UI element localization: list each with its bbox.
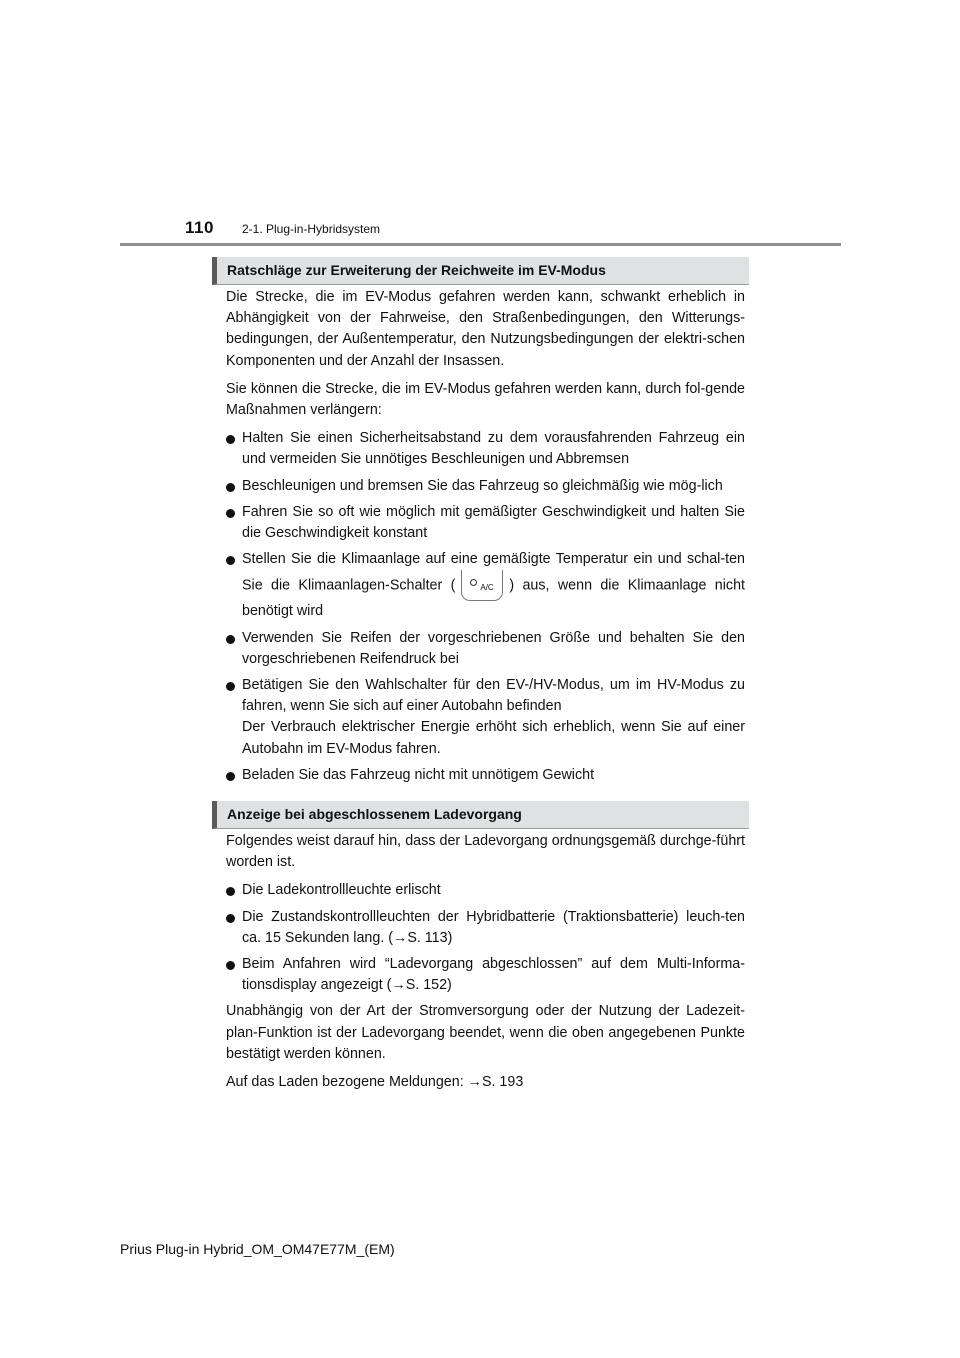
bullet-icon bbox=[226, 556, 235, 565]
list-item-text: Halten Sie einen Sicherheitsabstand zu dem vorausfahrenden Fahrzeug ein und vermeiden Sie unnötiges Beschleunigen und Abbremsen bbox=[242, 430, 745, 468]
heading-text: Ratschläge zur Erweiterung der Reichweite im EV-Modus bbox=[227, 262, 606, 278]
paragraph: Folgendes weist darauf hin, dass der Ladevorgang ordnungsgemäß durchge-führt worden ist. bbox=[226, 833, 745, 871]
list-item-note: Der Verbrauch elektrischer Energie erhöht sich erheblich, wenn Sie auf einer Autobahn im EV-Modus fahren. bbox=[242, 719, 745, 757]
bullet-icon bbox=[226, 914, 235, 923]
bullet-icon bbox=[226, 887, 235, 896]
footer-doc-id: Prius Plug-in Hybrid_OM_OM47E77M_(EM) bbox=[120, 1241, 395, 1257]
list-item bbox=[226, 428, 745, 470]
list-item bbox=[226, 880, 745, 901]
list-item bbox=[226, 907, 745, 949]
list-item-text: Die Zustandskontrollleuchten der Hybridbatterie (Traktionsbatterie) leuch-ten ca. 15 Sekunden lang. (→S. 113) bbox=[242, 908, 745, 946]
heading-ev-range-tips bbox=[212, 257, 749, 285]
list-item bbox=[226, 628, 745, 670]
paragraph: Unabhängig von der Art der Stromversorgung oder der Nutzung der Ladezeit-plan-Funktion ist der Ladevorgang beendet, wenn die oben angegebenen Punkte bestätigt werden können. bbox=[226, 1003, 745, 1062]
list-item bbox=[226, 476, 745, 497]
list-item bbox=[226, 675, 745, 760]
bullet-icon bbox=[226, 635, 235, 644]
list-item-text: ) aus, wenn die Klimaanlage nicht benötigt wird bbox=[242, 577, 745, 620]
section-title: 2-1. Plug-in-Hybridsystem bbox=[242, 222, 381, 236]
page-number: 110 bbox=[185, 218, 214, 237]
list-item bbox=[226, 502, 745, 544]
list-item-text: Verwenden Sie Reifen der vorgeschriebenen Größe und behalten Sie den vorgeschriebenen Reifendruck bei bbox=[242, 629, 745, 667]
list-item-text: Stellen Sie die Klimaanlage auf eine gemäßigte Temperatur ein und schal-ten Sie die Klimaanlagen-Schalter ( bbox=[242, 551, 745, 594]
ac-button-label: A/C bbox=[480, 583, 494, 593]
list-item-text: Beim Anfahren wird “Ladevorgang abgeschlossen” auf dem Multi-Informa-tionsdisplay angezeigt (→S. 152) bbox=[242, 956, 745, 994]
heading-charging-complete bbox=[212, 801, 749, 829]
list-item bbox=[226, 954, 745, 996]
list-item-text: Fahren Sie so oft wie möglich mit gemäßigter Geschwindigkeit und halten Sie die Geschwindigkeit konstant bbox=[242, 503, 745, 542]
bullet-icon bbox=[226, 483, 235, 492]
list-item-text: Betätigen Sie den Wahlschalter für den EV-/HV-Modus, um im HV-Modus zu fahren, wenn Sie sich auf einer Autobahn befinden bbox=[242, 677, 745, 715]
bullet-icon bbox=[226, 682, 235, 691]
bullet-icon bbox=[226, 961, 235, 970]
section-charging-body bbox=[226, 831, 745, 1100]
list-item-text: Beschleunigen und bremsen Sie das Fahrzeug so gleichmäßig wie mög-lich bbox=[242, 477, 723, 494]
section-ev-range-body bbox=[226, 287, 745, 791]
indicator-led-icon bbox=[470, 579, 477, 586]
bullet-icon bbox=[226, 435, 235, 444]
bullet-icon bbox=[226, 772, 235, 781]
ac-switch-icon bbox=[461, 570, 503, 601]
list-item bbox=[226, 765, 745, 786]
heading-text: Anzeige bei abgeschlossenem Ladevorgang bbox=[227, 806, 522, 822]
paragraph: Sie können die Strecke, die im EV-Modus gefahren werden kann, durch fol-gende Maßnahmen verlängern: bbox=[226, 380, 745, 419]
paragraph: Auf das Laden bezogene Meldungen: →S. 193 bbox=[226, 1074, 524, 1091]
bullet-icon bbox=[226, 509, 235, 518]
list-item-text: Die Ladekontrollleuchte erlischt bbox=[242, 882, 441, 899]
list-item bbox=[226, 549, 745, 622]
header-divider bbox=[120, 243, 841, 246]
list-item-text: Beladen Sie das Fahrzeug nicht mit unnötigem Gewicht bbox=[242, 766, 595, 783]
paragraph: Die Strecke, die im EV-Modus gefahren werden kann, schwankt erheblich in Abhängigkeit von der Fahrweise, den Straßenbedingungen, den Witterungs-bedingungen, der Außentemperatur, den Nutzungsbedingungen der elektri-schen Komponenten und der Anzahl der Insassen. bbox=[226, 289, 745, 369]
